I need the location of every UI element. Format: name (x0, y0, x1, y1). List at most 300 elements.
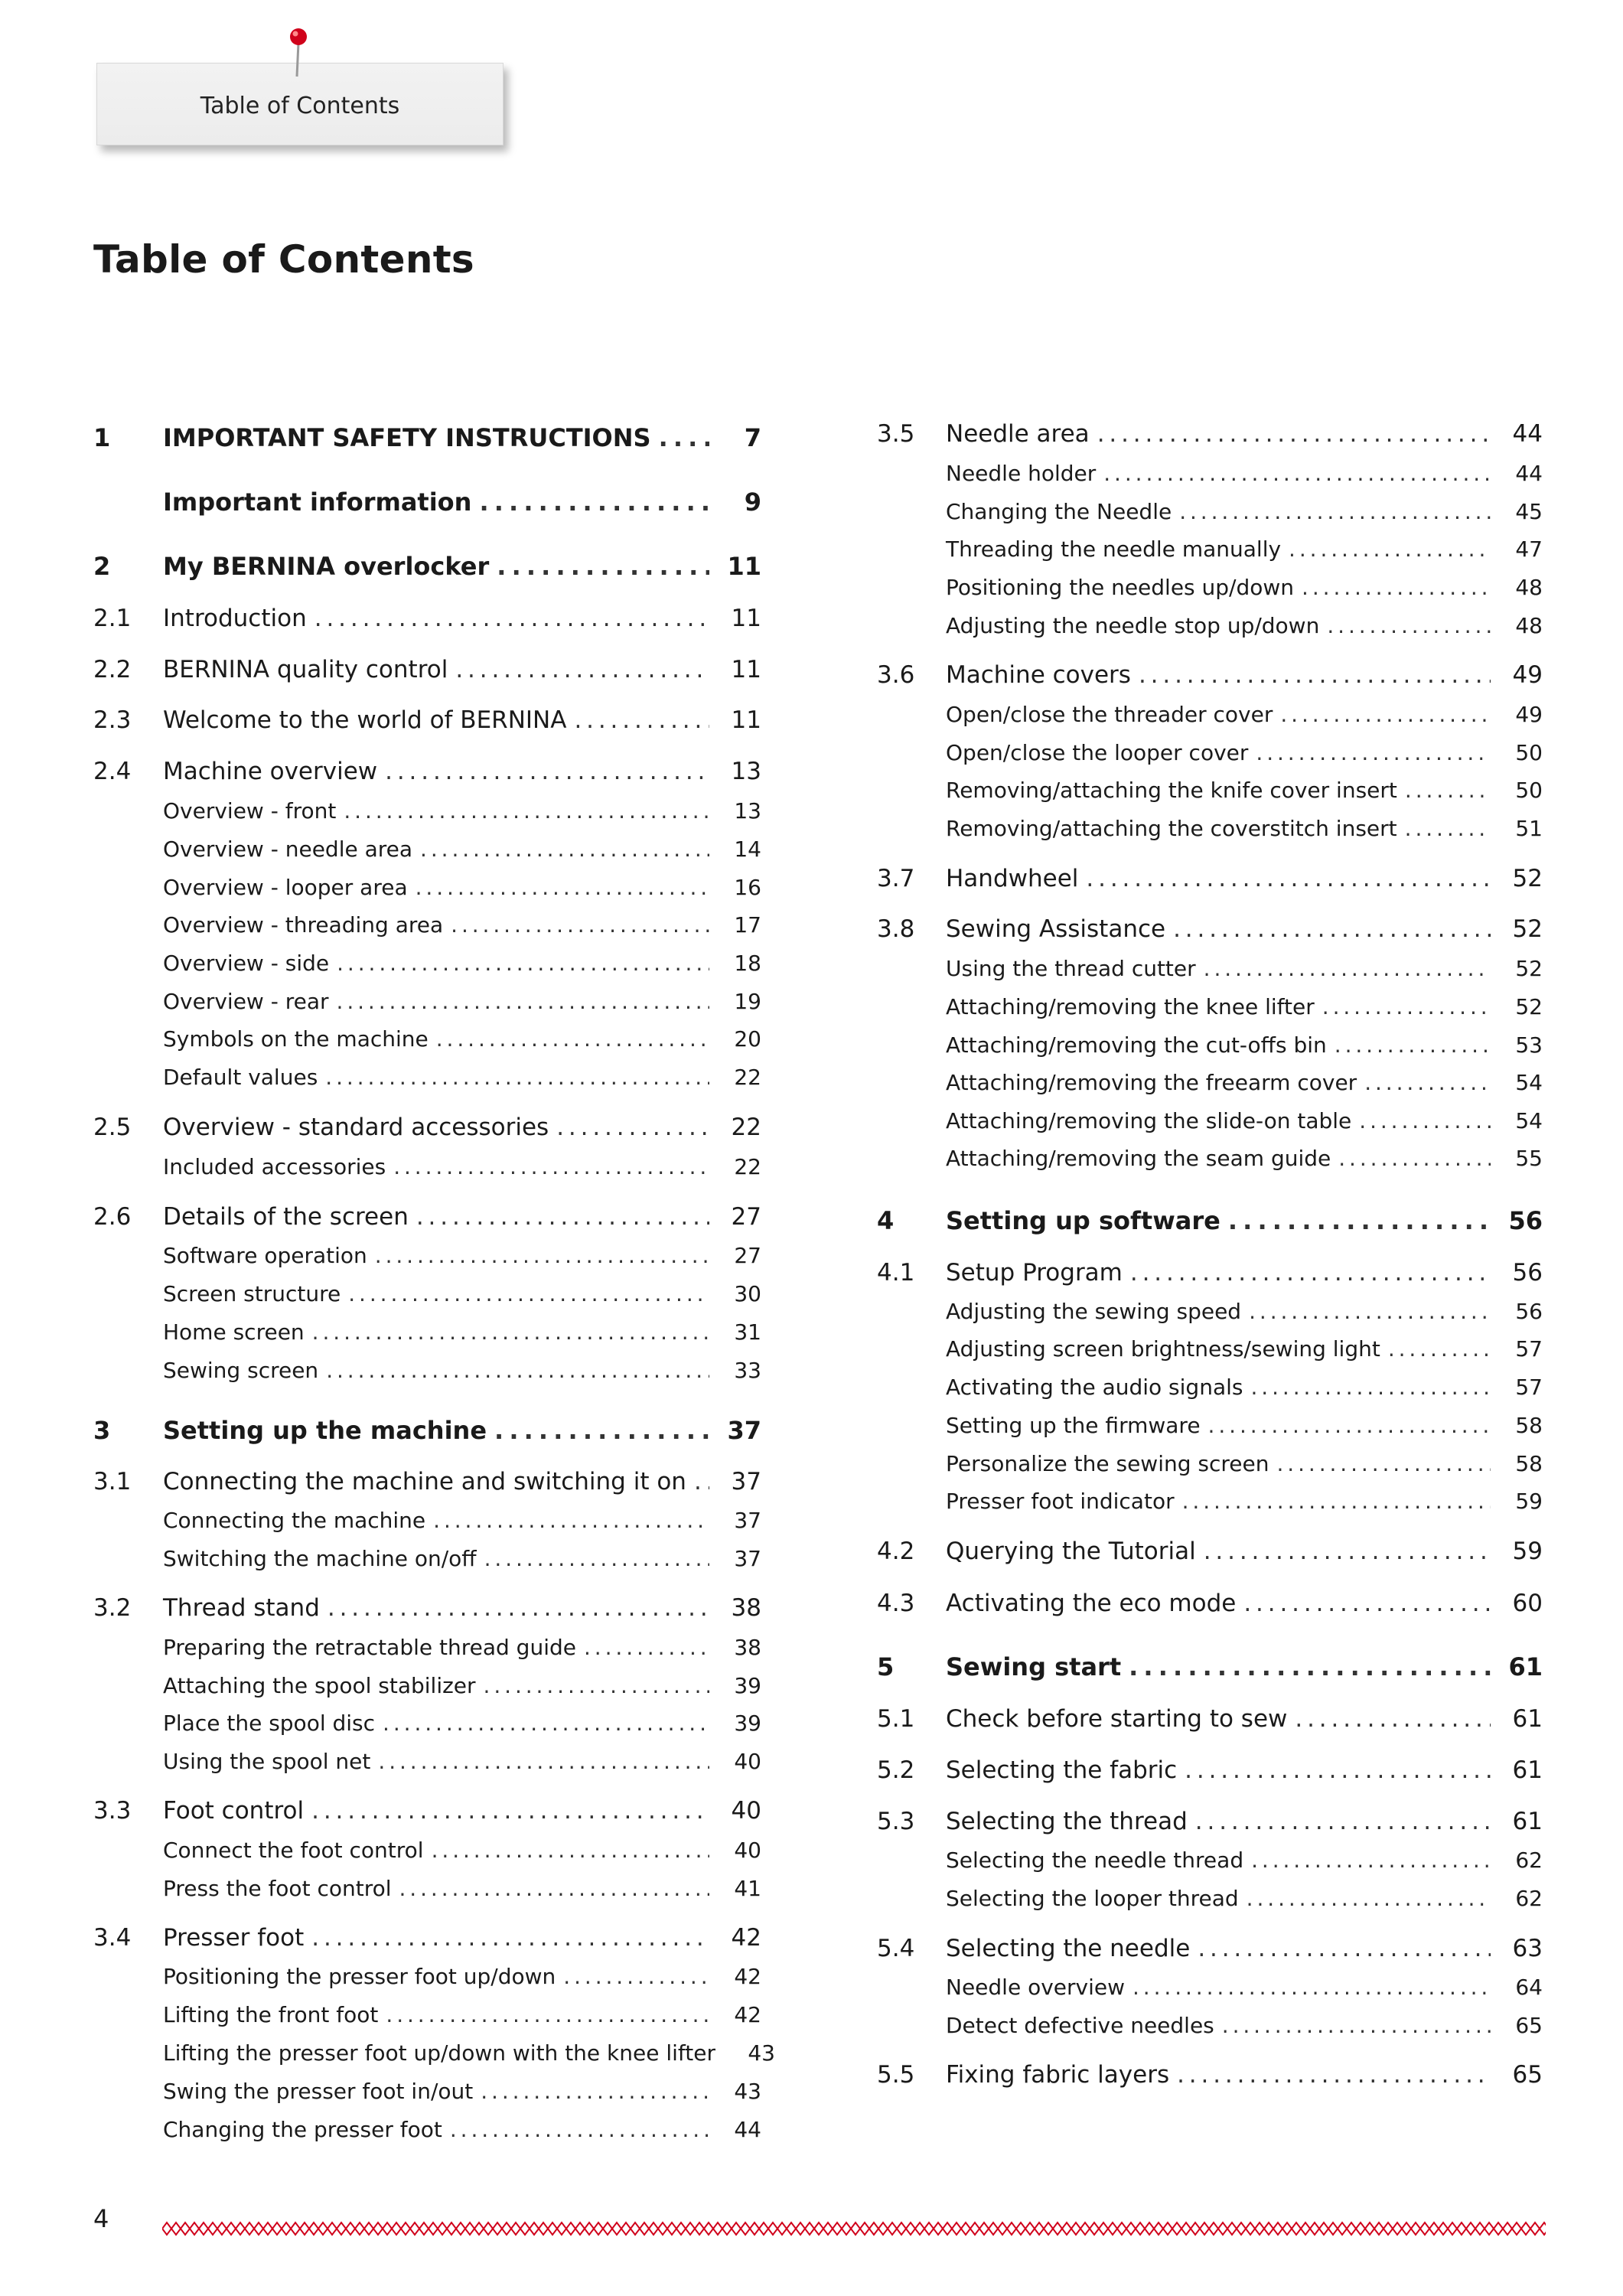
dot-leader (326, 1358, 709, 1383)
toc-page-number: 11 (727, 552, 761, 581)
dot-leader (1289, 536, 1491, 562)
dot-leader (311, 1924, 709, 1952)
dot-leader (337, 951, 709, 976)
toc-number: 3 (93, 1416, 111, 1445)
dot-leader (484, 1546, 709, 1571)
toc-title: Removing/attaching the coverstitch insert (946, 816, 1397, 841)
toc-page-number: 55 (1515, 1146, 1543, 1171)
toc-page-number: 61 (1512, 1756, 1543, 1784)
toc-title: Overview - needle area (163, 837, 413, 862)
toc-title: Adjusting the sewing speed (946, 1299, 1242, 1324)
toc-title: Attaching the spool stabilizer (163, 1673, 476, 1698)
toc-subsection[interactable] (946, 2013, 1543, 2038)
toc-title: Screen structure (163, 1281, 341, 1306)
dot-leader (386, 2002, 709, 2027)
toc-number: 1 (93, 423, 111, 452)
dot-leader (1302, 575, 1491, 600)
dot-leader (1222, 2013, 1491, 2038)
toc-subsection[interactable] (163, 912, 761, 938)
toc-subsection[interactable] (163, 951, 761, 976)
toc-section[interactable] (877, 1808, 1543, 1835)
toc-number: 4.2 (877, 1538, 915, 1565)
toc-chapter[interactable] (93, 1416, 761, 1445)
dot-leader (337, 989, 709, 1014)
toc-page-number: 53 (1515, 1032, 1543, 1058)
toc-page-number: 13 (731, 758, 761, 785)
toc-subsection[interactable] (163, 1876, 761, 1901)
toc-number: 2.6 (93, 1203, 132, 1231)
toc-page-number: 37 (734, 1546, 761, 1571)
toc-title: Connect the foot control (163, 1838, 424, 1863)
dot-leader (659, 423, 709, 452)
dot-leader (1250, 1375, 1491, 1400)
dot-leader (416, 1203, 709, 1231)
toc-page-number: 39 (734, 1673, 761, 1698)
toc-page-number: 40 (731, 1797, 761, 1825)
toc-page-number: 33 (734, 1358, 761, 1383)
toc-section[interactable] (93, 706, 761, 734)
toc-page-number: 43 (748, 2040, 775, 2066)
toc-page-number: 56 (1515, 1299, 1543, 1324)
toc-subsection[interactable] (946, 575, 1543, 600)
toc-page-number: 42 (731, 1924, 761, 1952)
toc-page-number: 62 (1515, 1886, 1543, 1911)
toc-subsection[interactable] (163, 1065, 761, 1090)
toc-number: 2.5 (93, 1114, 132, 1141)
toc-title: Sewing Assistance (946, 915, 1166, 943)
toc-number: 5.2 (877, 1756, 915, 1784)
dot-leader (1405, 816, 1491, 841)
toc-title: Connecting the machine (163, 1508, 426, 1533)
toc-subsection[interactable] (163, 1838, 761, 1863)
toc-title: Adjusting screen brightness/sewing light (946, 1336, 1380, 1362)
dot-leader (1276, 1451, 1491, 1476)
toc-subsection[interactable] (163, 798, 761, 823)
toc-title: Using the thread cutter (946, 956, 1196, 981)
toc-page-number: 39 (734, 1711, 761, 1736)
toc-subsection[interactable] (163, 2079, 761, 2104)
dot-leader (385, 758, 709, 785)
toc-page-number: 27 (734, 1243, 761, 1268)
dot-leader (312, 1319, 709, 1345)
dot-leader (1195, 1808, 1491, 1835)
toc-subsection[interactable] (163, 1964, 761, 1989)
toc-title: Needle area (946, 420, 1090, 448)
toc-page-number: 19 (734, 989, 761, 1014)
toc-title: Adjusting the needle stop up/down (946, 613, 1320, 638)
toc-page-number: 48 (1515, 575, 1543, 600)
dot-leader (1129, 1652, 1491, 1681)
toc-subsection[interactable] (946, 1451, 1543, 1476)
toc-title: Setting up the machine (163, 1416, 487, 1445)
toc-page-number: 62 (1515, 1848, 1543, 1873)
dot-leader (1198, 1935, 1491, 1962)
dot-leader (1182, 1489, 1491, 1514)
dot-leader (497, 552, 709, 581)
toc-title: Presser foot (163, 1924, 305, 1952)
toc-title: Setting up the firmware (946, 1413, 1201, 1438)
toc-number: 3.7 (877, 865, 915, 892)
toc-number: 5.1 (877, 1705, 915, 1733)
dot-leader (481, 2079, 709, 2104)
toc-page-number: 65 (1512, 2061, 1543, 2089)
toc-page-number: 16 (734, 875, 761, 900)
toc-title: Included accessories (163, 1154, 386, 1179)
toc-subsection[interactable] (163, 837, 761, 862)
toc-subsection[interactable] (163, 2040, 775, 2066)
toc-page-number: 7 (744, 423, 761, 452)
toc-page-number: 54 (1515, 1108, 1543, 1133)
toc-title: Selecting the fabric (946, 1756, 1178, 1784)
dot-leader (1388, 1336, 1491, 1362)
toc-number: 5.4 (877, 1935, 915, 1962)
toc-title: Activating the audio signals (946, 1375, 1243, 1400)
toc-page-number: 27 (731, 1203, 761, 1231)
toc-section[interactable] (93, 1924, 761, 1952)
toc-title: Threading the needle manually (946, 536, 1282, 562)
toc-title: Thread stand (163, 1594, 320, 1622)
toc-section[interactable] (877, 1705, 1543, 1733)
toc-chapter[interactable] (877, 1652, 1543, 1681)
dot-leader (1364, 1070, 1491, 1095)
toc-subsection[interactable] (946, 1108, 1543, 1133)
toc-title: Needle holder (946, 461, 1097, 486)
toc-section[interactable] (877, 661, 1543, 689)
toc-page-number: 61 (1512, 1808, 1543, 1835)
toc-page-number: 18 (734, 951, 761, 976)
toc-page-number: 22 (734, 1065, 761, 1090)
toc-page-number: 60 (1512, 1590, 1543, 1617)
toc-title: IMPORTANT SAFETY INSTRUCTIONS (163, 423, 651, 452)
dot-leader (432, 1838, 709, 1863)
toc-title: Overview - threading area (163, 912, 444, 938)
toc-number: 2.2 (93, 656, 132, 683)
dot-leader (484, 1673, 709, 1698)
toc-title: Welcome to the world of BERNINA (163, 706, 567, 734)
toc-section[interactable] (877, 420, 1543, 448)
toc-page-number: 59 (1515, 1489, 1543, 1514)
toc-subsection[interactable] (163, 1243, 761, 1268)
dot-leader (1179, 499, 1491, 524)
toc-chapter[interactable] (93, 423, 761, 452)
toc-title: Lifting the presser foot up/down with the knee lifter (163, 2040, 715, 2066)
toc-section[interactable] (877, 1259, 1543, 1287)
toc-title: Personalize the sewing screen (946, 1451, 1269, 1476)
toc-title: Fixing fabric layers (946, 2061, 1170, 2089)
toc-subsection[interactable] (163, 1358, 761, 1383)
toc-title: Foot control (163, 1797, 305, 1825)
toc-page-number: 43 (734, 2079, 761, 2104)
toc-section[interactable] (877, 915, 1543, 943)
toc-title: Machine overview (163, 758, 378, 785)
toc-title: Selecting the looper thread (946, 1886, 1239, 1911)
toc-subsection[interactable] (946, 1886, 1543, 1911)
toc-title: Check before starting to sew (946, 1705, 1288, 1733)
toc-page-number: 56 (1512, 1259, 1543, 1287)
toc-page-number: 58 (1515, 1413, 1543, 1438)
toc-subsection[interactable] (946, 1489, 1543, 1514)
toc-title: Selecting the thread (946, 1808, 1188, 1835)
toc-title: Symbols on the machine (163, 1026, 429, 1052)
dot-leader (1359, 1108, 1491, 1133)
toc-title: Overview - looper area (163, 875, 408, 900)
toc-title: Default values (163, 1065, 318, 1090)
toc-title: Needle overview (946, 1975, 1125, 2000)
toc-subsection[interactable] (946, 613, 1543, 638)
toc-subsection[interactable] (946, 461, 1543, 486)
toc-subsection[interactable] (163, 1673, 761, 1698)
toc-title: Machine covers (946, 661, 1131, 689)
toc-number: 2.1 (93, 605, 132, 632)
toc-page-number: 44 (1515, 461, 1543, 486)
toc-title: Details of the screen (163, 1203, 409, 1231)
toc-subsection[interactable] (946, 1070, 1543, 1095)
toc-title: Home screen (163, 1319, 305, 1345)
toc-title: Attaching/removing the slide-on table (946, 1108, 1352, 1133)
toc-section[interactable] (93, 1594, 761, 1622)
toc-page-number: 17 (734, 912, 761, 938)
toc-title: Activating the eco mode (946, 1590, 1237, 1617)
dot-leader (1247, 1886, 1491, 1911)
toc-title: Detect defective needles (946, 2013, 1214, 2038)
toc-title: Sewing start (946, 1652, 1122, 1681)
toc-subsection[interactable] (163, 1711, 761, 1736)
toc-number: 3.1 (93, 1468, 132, 1495)
dot-leader (1204, 1538, 1491, 1565)
dot-leader (1086, 865, 1491, 892)
dot-leader (420, 837, 709, 862)
dot-leader (1322, 994, 1491, 1019)
toc-page-number: 64 (1515, 1975, 1543, 2000)
page-title: Table of Contents (93, 237, 474, 282)
toc-page-number: 52 (1515, 994, 1543, 1019)
toc-subsection[interactable] (946, 1375, 1543, 1400)
toc-subsection[interactable] (946, 1975, 1543, 2000)
toc-page-number: 61 (1512, 1705, 1543, 1733)
toc-page-number: 38 (731, 1594, 761, 1622)
toc-title: Setting up software (946, 1206, 1221, 1235)
toc-number: 4 (877, 1206, 895, 1235)
dot-leader (1185, 1756, 1491, 1784)
toc-subsection[interactable] (163, 1749, 761, 1774)
dot-leader (1204, 956, 1491, 981)
toc-subsection[interactable] (946, 1146, 1543, 1171)
toc-page-number: 52 (1512, 915, 1543, 943)
toc-section[interactable] (877, 1538, 1543, 1565)
toc-subsection[interactable] (163, 1508, 761, 1533)
dot-leader (450, 2117, 709, 2142)
toc-section[interactable] (877, 1590, 1543, 1617)
dot-leader (584, 1635, 709, 1660)
toc-number: 3.8 (877, 915, 915, 943)
toc-title: Removing/attaching the knife cover insert (946, 778, 1397, 803)
dot-leader (328, 1594, 709, 1622)
toc-subsection[interactable] (163, 1281, 761, 1306)
toc-number: 4.1 (877, 1259, 915, 1287)
toc-subsection[interactable] (163, 1635, 761, 1660)
dot-leader (325, 1065, 709, 1090)
toc-page-number: 50 (1515, 778, 1543, 803)
toc-subsection[interactable] (946, 1336, 1543, 1362)
toc-title: Important information (163, 488, 472, 517)
toc-title: Using the spool net (163, 1749, 371, 1774)
toc-subsection[interactable] (946, 994, 1543, 1019)
toc-title: Software operation (163, 1243, 367, 1268)
toc-subsection[interactable] (163, 2117, 761, 2142)
toc-section[interactable] (93, 605, 761, 632)
toc-page-number: 52 (1515, 956, 1543, 981)
toc-chapter[interactable] (93, 552, 761, 581)
dot-leader (393, 1154, 709, 1179)
toc-chapter[interactable] (877, 1206, 1543, 1235)
toc-subsection[interactable] (946, 1848, 1543, 1873)
toc-chapter[interactable] (163, 488, 761, 517)
toc-page-number: 45 (1515, 499, 1543, 524)
toc-page-number: 13 (734, 798, 761, 823)
dot-leader (1097, 420, 1491, 448)
toc-page-number: 65 (1515, 2013, 1543, 2038)
toc-page-number: 59 (1512, 1538, 1543, 1565)
toc-page-number: 40 (734, 1838, 761, 1863)
dot-leader (375, 1243, 709, 1268)
toc-page-number: 49 (1512, 661, 1543, 689)
toc-page-number: 48 (1515, 613, 1543, 638)
dot-leader (1249, 1299, 1491, 1324)
toc-subsection[interactable] (946, 702, 1543, 727)
toc-section[interactable] (877, 865, 1543, 892)
toc-page-number: 22 (731, 1114, 761, 1141)
toc-subsection[interactable] (163, 1319, 761, 1345)
dot-leader (1228, 1206, 1491, 1235)
toc-page-number: 44 (1512, 420, 1543, 448)
toc-title: Press the foot control (163, 1876, 392, 1901)
toc-subsection[interactable] (163, 2002, 761, 2027)
toc-number: 3.3 (93, 1797, 132, 1825)
dot-leader (1130, 1259, 1491, 1287)
dot-leader (383, 1711, 709, 1736)
toc-section[interactable] (877, 1935, 1543, 1962)
toc-section[interactable] (93, 656, 761, 683)
toc-subsection[interactable] (946, 816, 1543, 841)
dot-leader (378, 1749, 709, 1774)
toc-subsection[interactable] (163, 1154, 761, 1179)
toc-number: 3.6 (877, 661, 915, 689)
toc-title: Overview - front (163, 798, 337, 823)
toc-page-number: 61 (1508, 1652, 1543, 1681)
toc-page-number: 9 (744, 488, 761, 517)
toc-section[interactable] (877, 1756, 1543, 1784)
toc-page-number: 22 (734, 1154, 761, 1179)
toc-title: Preparing the retractable thread guide (163, 1635, 576, 1660)
dot-leader (1139, 661, 1491, 689)
toc-page-number: 56 (1508, 1206, 1543, 1235)
toc-title: Overview - standard accessories (163, 1114, 549, 1141)
toc-title: Sewing screen (163, 1358, 319, 1383)
toc-page-number: 42 (734, 2002, 761, 2027)
dot-leader (1173, 915, 1491, 943)
toc-page-number: 54 (1515, 1070, 1543, 1095)
toc-title: Open/close the threader cover (946, 702, 1273, 727)
toc-title: Positioning the presser foot up/down (163, 1964, 556, 1989)
toc-subsection[interactable] (946, 1032, 1543, 1058)
toc-subsection[interactable] (163, 875, 761, 900)
dot-leader (1280, 702, 1491, 727)
toc-section[interactable] (93, 1114, 761, 1141)
toc-number: 3.5 (877, 420, 915, 448)
toc-page-number: 41 (734, 1876, 761, 1901)
dot-leader (314, 605, 709, 632)
toc-title: Positioning the needles up/down (946, 575, 1295, 600)
dot-leader (416, 875, 709, 900)
toc-page-number: 63 (1512, 1935, 1543, 1962)
toc-title: Switching the machine on/off (163, 1546, 477, 1571)
toc-page-number: 47 (1515, 536, 1543, 562)
dot-leader (1251, 1848, 1491, 1873)
dot-leader (1327, 613, 1491, 638)
toc-number: 5 (877, 1652, 895, 1681)
dot-leader (494, 1416, 709, 1445)
toc-section[interactable] (877, 2061, 1543, 2089)
toc-title: Introduction (163, 605, 307, 632)
toc-title: Place the spool disc (163, 1711, 376, 1736)
toc-section[interactable] (93, 758, 761, 785)
dot-leader (1103, 461, 1491, 486)
toc-number: 2.3 (93, 706, 132, 734)
toc-subsection[interactable] (946, 499, 1543, 524)
toc-title: My BERNINA overlocker (163, 552, 490, 581)
dot-leader (399, 1876, 710, 1901)
toc-subsection[interactable] (163, 1026, 761, 1052)
toc-subsection[interactable] (946, 778, 1543, 803)
zigzag-line (162, 2223, 1546, 2229)
dot-leader (344, 798, 709, 823)
toc-title: Attaching/removing the freearm cover (946, 1070, 1357, 1095)
toc-title: Attaching/removing the cut-offs bin (946, 1032, 1327, 1058)
toc-page-number: 14 (734, 837, 761, 862)
dot-leader (1133, 1975, 1491, 2000)
toc-title: Attaching/removing the seam guide (946, 1146, 1331, 1171)
dot-leader (1338, 1146, 1491, 1171)
toc-page-number: 57 (1515, 1336, 1543, 1362)
dot-leader (694, 1468, 709, 1495)
toc-page-number: 42 (734, 1964, 761, 1989)
toc-title: Connecting the machine and switching it on (163, 1468, 686, 1495)
dot-leader (1295, 1705, 1491, 1733)
toc-subsection[interactable] (946, 740, 1543, 765)
toc-subsection[interactable] (946, 956, 1543, 981)
toc-page-number: 52 (1512, 865, 1543, 892)
dot-leader (1208, 1413, 1491, 1438)
dot-leader (1405, 778, 1491, 803)
toc-page-number: 49 (1515, 702, 1543, 727)
dot-leader (563, 1964, 709, 1989)
toc-subsection[interactable] (946, 1413, 1543, 1438)
toc-subsection[interactable] (946, 536, 1543, 562)
toc-subsection[interactable] (163, 989, 761, 1014)
toc-title: Handwheel (946, 865, 1079, 892)
toc-title: Swing the presser foot in/out (163, 2079, 474, 2104)
toc-subsection[interactable] (946, 1299, 1543, 1324)
toc-subsection[interactable] (163, 1546, 761, 1571)
toc-page-number: 20 (734, 1026, 761, 1052)
toc-section[interactable] (93, 1468, 761, 1495)
toc-title: Setup Program (946, 1259, 1123, 1287)
toc-page-number: 11 (731, 706, 761, 734)
toc-section[interactable] (93, 1797, 761, 1825)
dot-leader (574, 706, 709, 734)
toc-section[interactable] (93, 1203, 761, 1231)
toc-number: 5.3 (877, 1808, 915, 1835)
